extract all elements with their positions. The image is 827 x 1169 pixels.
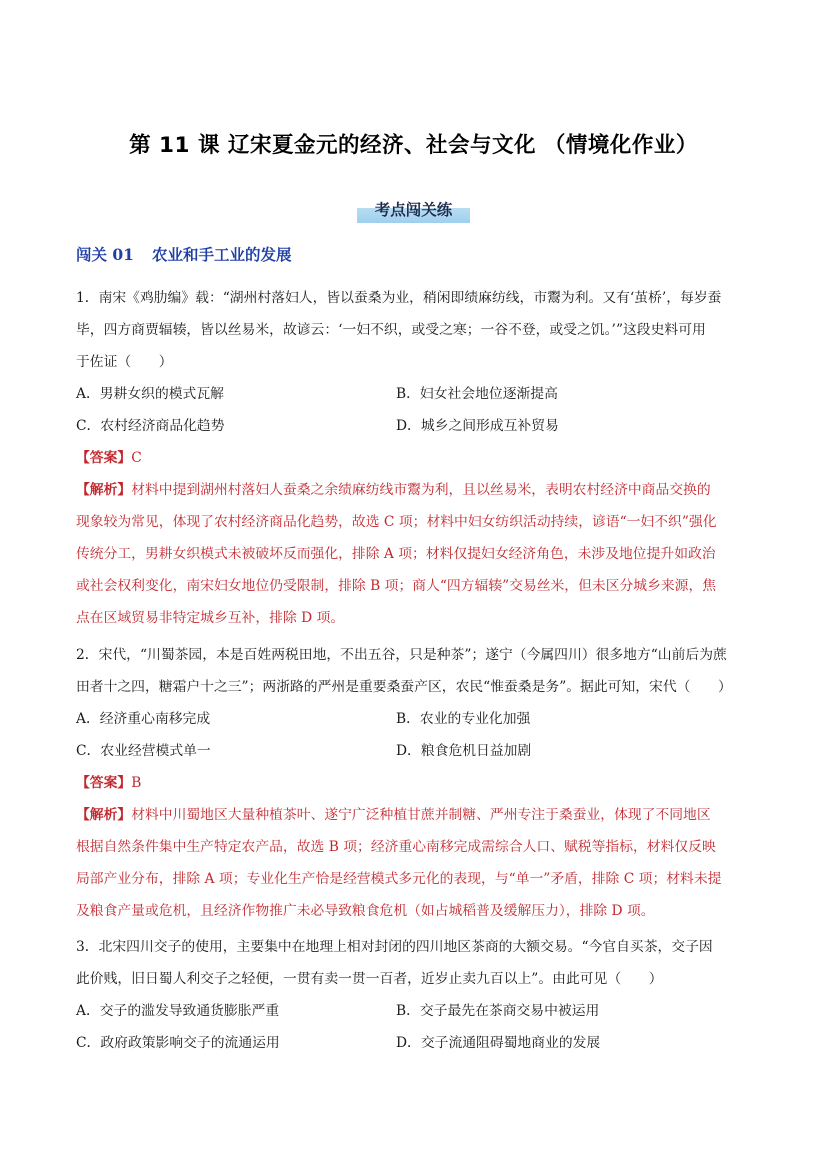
section-code: 闯关 01 xyxy=(76,245,134,264)
question-3-option-c: C．政府政策影响交子的流通运用 xyxy=(76,1035,280,1051)
question-1-analysis-line: 现象较为常见，体现了农村经济商品化趋势，故选 C 项；材料中妇女纺织活动持续，谚语“一妇不织”强化 xyxy=(76,514,717,530)
section-heading xyxy=(76,243,291,265)
question-3-line: 此价贱，旧日蜀人利交子之轻便，一贯有卖一贯一百者，近岁止卖九百以上”。由此可见（ ） xyxy=(76,971,663,987)
question-2-option-d: D．粮食危机日益加剧 xyxy=(396,743,532,759)
question-3-line: 3．北宋四川交子的使用，主要集中在地理上相对封闭的四川地区茶商的大额交易。“今官自买茶，交子因 xyxy=(76,939,713,955)
question-1-analysis-line: 点在区域贸易非特定城乡互补，排除 D 项。 xyxy=(76,610,345,626)
section-name: 农业和手工业的发展 xyxy=(151,245,292,264)
question-1-line: 于佐证（ ） xyxy=(76,354,173,370)
analysis-tag: 【解析】 xyxy=(76,482,132,498)
question-1-option-d: D．城乡之间形成互补贸易 xyxy=(396,418,559,434)
question-2-analysis: 【解析】材料中川蜀地区大量种植茶叶、遂宁广泛种植甘蔗并制糖、严州专注于桑蚕业，体现了不同地区 xyxy=(76,807,711,823)
question-1-line: 1．南宋《鸡肋编》载：“湖州村落妇人，皆以蚕桑为业，稍闲即绩麻纺线，市鬻为利。又有‘茧桥’，每岁蚕 xyxy=(76,290,722,306)
question-1-option-c: C．农村经济商品化趋势 xyxy=(76,418,225,434)
answer-value: B xyxy=(131,775,142,791)
question-2-line: 田者十之四，糖霜户十之三”；两浙路的严州是重要桑蚕产区，农民“惟蚕桑是务”。据此可知，宋代（ ） xyxy=(76,679,732,695)
section-banner: 考点闯关练 xyxy=(357,197,471,223)
analysis-tag: 【解析】 xyxy=(76,807,132,823)
question-1-analysis-line: 或社会权利变化，南宋妇女地位仍受限制，排除 B 项；商人“四方辐辏”交易丝米，但未区分城乡来源，焦 xyxy=(76,578,717,594)
question-1-option-b: B．妇女社会地位逐渐提高 xyxy=(396,386,558,402)
answer-tag: 【答案】 xyxy=(76,450,132,466)
question-2-analysis-line: 及粮食产量或危机，且经济作物推广未必导致粮食危机（如占城稻普及缓解压力），排除 D 项。 xyxy=(76,903,655,919)
question-1-option-a: A．男耕女织的模式瓦解 xyxy=(76,386,224,402)
question-3-option-a: A．交子的滥发导致通货膨胀严重 xyxy=(76,1003,280,1019)
question-2-option-a: A．经济重心南移完成 xyxy=(76,711,211,727)
page-title: 第 11 课 辽宋夏金元的经济、社会与文化 （情境化作业） xyxy=(129,133,698,158)
answer-value: C xyxy=(131,450,142,466)
question-2-option-b: B．农业的专业化加强 xyxy=(396,711,531,727)
question-2-option-c: C．农业经营模式单一 xyxy=(76,743,211,759)
question-1-line: 毕，四方商贾辐辏，皆以丝易米，故谚云：‘一妇不织，或受之寒；一谷不登，或受之饥。’”这段史料可用 xyxy=(76,322,706,338)
question-1-analysis: 【解析】材料中提到湖州村落妇人蚕桑之余绩麻纺线市鬻为利，且以丝易米，表明农村经济中商品交换的 xyxy=(76,482,711,498)
question-3-option-b: B．交子最先在茶商交易中被运用 xyxy=(396,1003,600,1019)
question-1-analysis-line: 传统分工，男耕女织模式未被破坏反而强化，排除 A 项；材料仅提妇女经济角色，未涉及地位提升如政治 xyxy=(76,546,716,562)
question-2-analysis-line: 局部产业分布，排除 A 项；专业化生产恰是经营模式多元化的表现，与“单一”矛盾，排除 C 项；材料未提 xyxy=(76,871,722,887)
question-2-analysis-line: 根据自然条件集中生产特定农产品，故选 B 项；经济重心南移完成需综合人口、赋税等指标，材料仅反映 xyxy=(76,839,716,855)
answer-tag: 【答案】 xyxy=(76,775,132,791)
question-1-answer xyxy=(76,446,142,466)
question-3-option-d: D．交子流通阻碍蜀地商业的发展 xyxy=(396,1035,601,1051)
question-2-answer xyxy=(76,771,141,791)
question-2-line: 2．宋代，“川蜀茶园，本是百姓两税田地，不出五谷，只是种茶”；遂宁（今属四川）很多地方“山前后为蔗 xyxy=(76,647,727,663)
